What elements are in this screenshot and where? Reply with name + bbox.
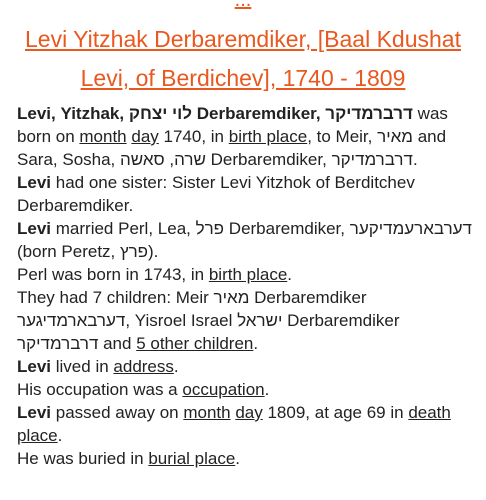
- person-hebrew-surname: דרברמדיקר: [325, 104, 413, 123]
- children-paragraph: [17, 286, 479, 355]
- person-given-name: Yitzhak,: [60, 104, 125, 123]
- birth-month-link[interactable]: month: [79, 127, 127, 146]
- other-children-link[interactable]: 5 other children: [136, 334, 254, 353]
- burial-place-link[interactable]: burial place: [148, 449, 236, 468]
- parents-text: , to Meir, מאיר and Sara, Sosha, שרה, סאשה Derbaremdiker, דרברמדיקר.: [17, 127, 447, 169]
- children-text: They had 7 children: Meir מאיר Derbaremdiker דערבארמדיגער, Yisroel Israel ישראל Derbaremdiker דרברמדיקר and: [17, 288, 400, 353]
- residence-text: lived in: [51, 357, 114, 376]
- sister-subject-name: Levi: [17, 173, 52, 192]
- death-day-link[interactable]: day: [235, 403, 263, 422]
- burial-end: .: [235, 449, 241, 468]
- person-surname: Derbaremdiker,: [196, 104, 321, 123]
- born-on-text: was born on: [17, 104, 448, 146]
- person-first-name: Levi,: [17, 104, 56, 123]
- wife-birth-text: Perl was born in 1743, in: [17, 265, 209, 284]
- death-end: .: [57, 426, 63, 445]
- residence-subject-name: Levi: [17, 357, 52, 376]
- residence-paragraph: [17, 355, 479, 378]
- birth-year-text: 1740, in: [158, 127, 229, 146]
- death-year-text: 1809, at age 69 in: [262, 403, 409, 422]
- biography: [17, 102, 479, 470]
- death-month-link[interactable]: month: [183, 403, 231, 422]
- sister-paragraph: [17, 171, 479, 217]
- marriage-text: married Perl, Lea, פרל Derbaremdiker, דערבארעמדיקער (born Peretz, פרץ).: [17, 219, 472, 261]
- children-end: .: [253, 334, 259, 353]
- wife-birth-paragraph: [17, 263, 479, 286]
- birth-paragraph: [17, 102, 479, 171]
- death-text: passed away on: [51, 403, 184, 422]
- top-link[interactable]: [0, 0, 486, 10]
- person-hebrew-given-name: לוי יצחק: [128, 104, 193, 123]
- occupation-text: His occupation was a: [17, 380, 183, 399]
- occupation-end: .: [264, 380, 270, 399]
- wife-birth-place-link[interactable]: birth place: [208, 265, 288, 284]
- occupation-link[interactable]: occupation: [182, 380, 265, 399]
- burial-text: He was buried in: [17, 449, 149, 468]
- wife-birth-end: .: [287, 265, 293, 284]
- death-paragraph: [17, 401, 479, 447]
- marriage-subject-name: Levi: [17, 219, 52, 238]
- title-link[interactable]: Levi Yitzhak Derbaremdiker, [Baal Kdushat Levi, of Berdichev], 1740 - 1809: [25, 26, 461, 91]
- occupation-paragraph: [17, 378, 479, 401]
- burial-paragraph: [17, 447, 479, 470]
- address-link[interactable]: address: [113, 357, 174, 376]
- death-place-link[interactable]: death place: [17, 403, 451, 445]
- death-subject-name: Levi: [17, 403, 52, 422]
- marriage-paragraph: [17, 217, 479, 263]
- birth-place-link[interactable]: birth place: [228, 127, 308, 146]
- page-title: [10, 20, 476, 98]
- birth-day-link[interactable]: day: [131, 127, 159, 146]
- sister-text: had one sister: Sister Levi Yitzhok of Berditchev Derbaremdiker.: [17, 173, 415, 215]
- residence-end: .: [173, 357, 179, 376]
